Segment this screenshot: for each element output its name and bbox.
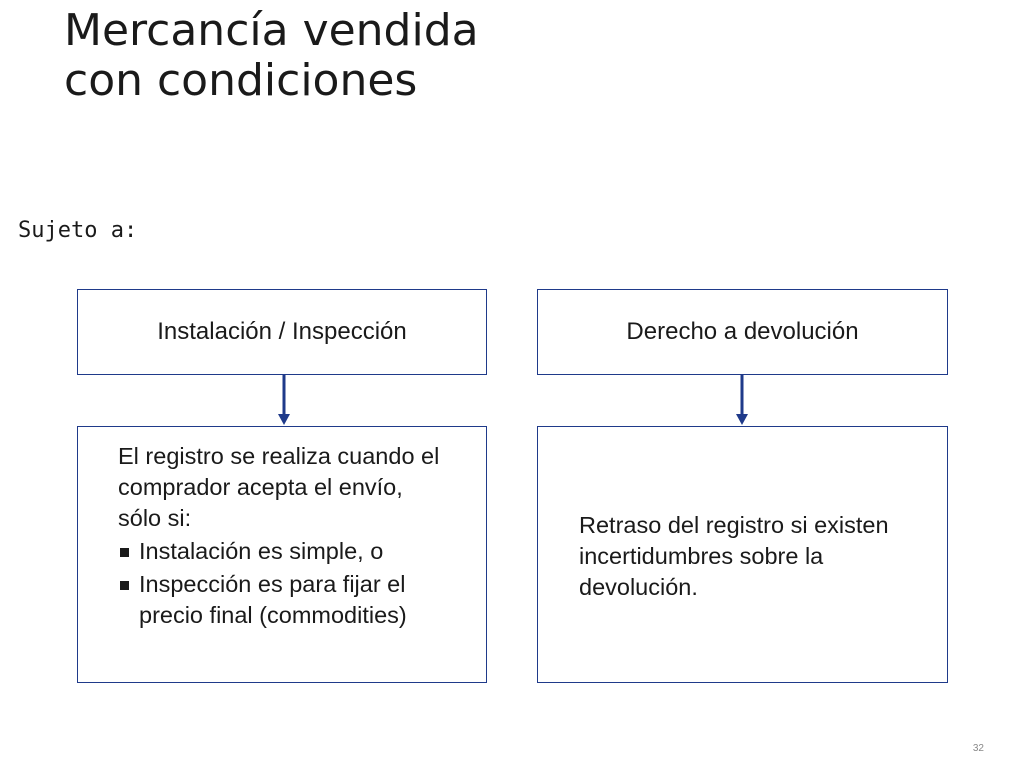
bullet-text: Inspección es para fijar el precio final (commodities) (139, 571, 407, 628)
slide-title-line-2: con condiciones (64, 55, 418, 106)
slide-title (64, 6, 479, 106)
box-return-right (537, 289, 948, 375)
detail-text-left (118, 441, 448, 631)
bullet-item (118, 536, 448, 567)
square-bullet-icon (120, 548, 129, 557)
box-return-right-detail (537, 426, 948, 683)
arrow-left-head (278, 414, 290, 425)
box-installation-inspection-label: Instalación / Inspección (157, 318, 407, 345)
arrow-right-head (736, 414, 748, 425)
square-bullet-icon (120, 581, 129, 590)
detail-intro: El registro se realiza cuando el comprador acepta el envío, sólo si: (118, 443, 440, 531)
arrow-left (274, 374, 294, 426)
detail-text-right: Retraso del registro si existen incertidumbres sobre la devolución. (579, 512, 889, 600)
bullet-item (118, 569, 448, 631)
bullet-text: Instalación es simple, o (139, 538, 384, 564)
arrow-right (732, 374, 752, 426)
box-return-right-label: Derecho a devolución (626, 318, 859, 345)
detail-bullet-list (118, 536, 448, 631)
slide-title-line-1: Mercancía vendida (64, 5, 479, 56)
slide-subtitle: Sujeto a: (18, 218, 138, 243)
page-number: 32 (972, 743, 984, 754)
box-installation-inspection-detail (77, 426, 487, 683)
box-installation-inspection (77, 289, 487, 375)
